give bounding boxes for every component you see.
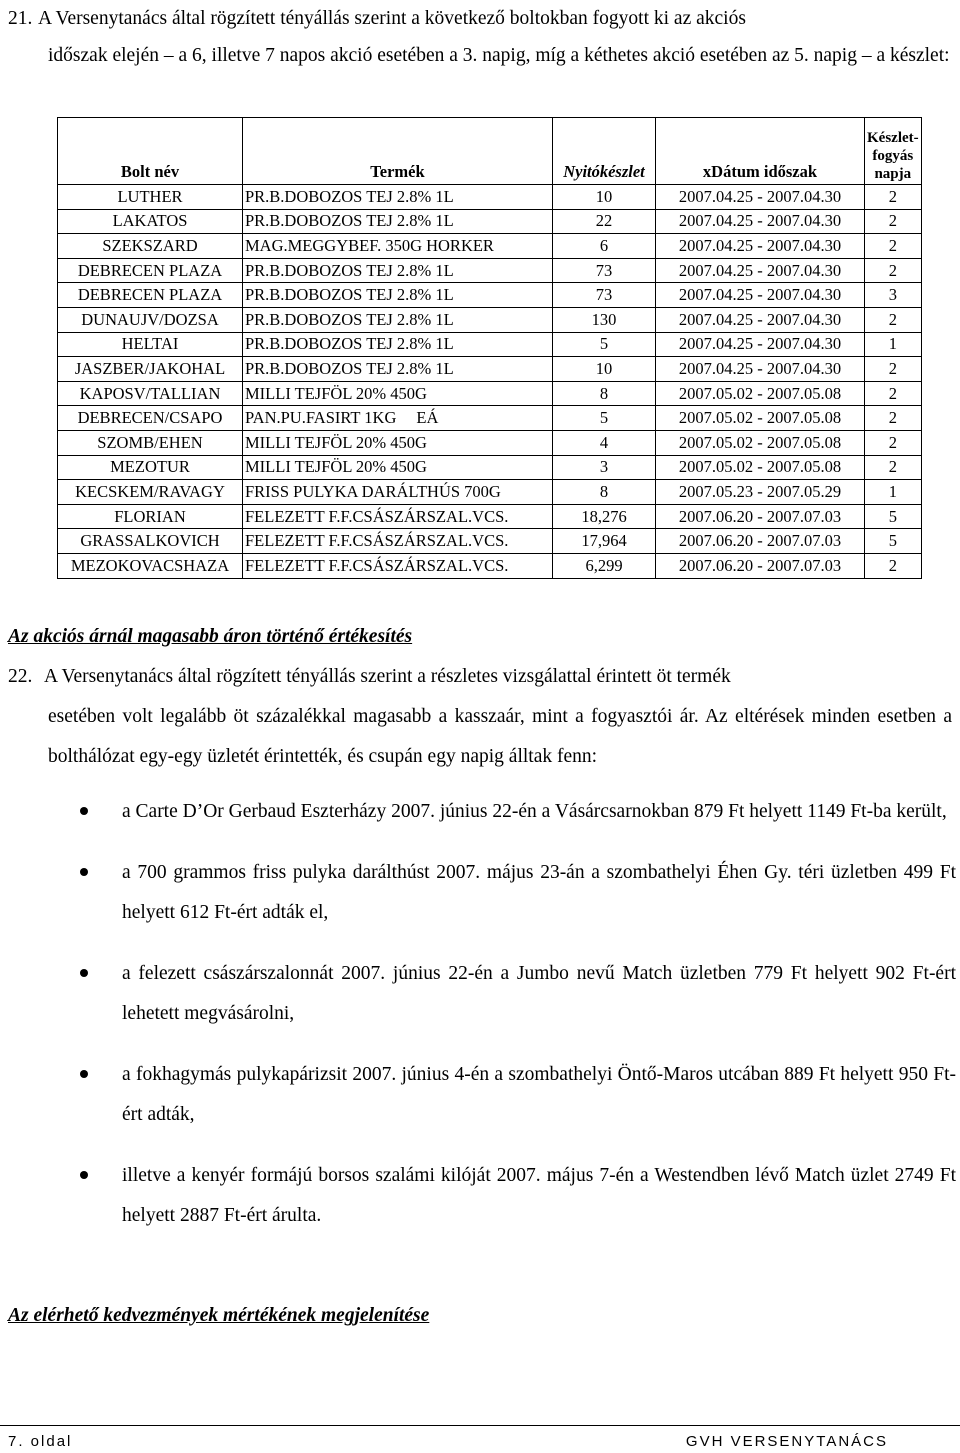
cell-period: 2007.05.02 - 2007.05.08 [656,381,865,406]
table-row [58,258,922,283]
table-row [58,209,922,234]
table-row [58,406,922,431]
cell-opening-stock: 8 [553,480,656,505]
cell-opening-stock: 4 [553,430,656,455]
cell-shop: DEBRECEN PLAZA [58,283,243,308]
paragraph-continuation: időszak elején – a 6, illetve 7 napos akció esetében a 3. napig, míg a kéthetes akció esetében az 5. napig – a készlet: [48,45,950,66]
cell-product: MILLI TEJFÖL 20% 450G [243,430,553,455]
paragraph-first-line: A Versenytanács által rögzített tényállás szerint a következő boltokban fogyott ki az akciós [38,8,746,29]
cell-product: PR.B.DOBOZOS TEJ 2.8% 1L [243,307,553,332]
cell-period: 2007.06.20 - 2007.07.03 [656,504,865,529]
section-heading-higher-price: Az akciós árnál magasabb áron történő értékesítés [8,626,413,647]
cell-opening-stock: 5 [553,406,656,431]
cell-stockout-day: 1 [865,480,922,505]
list-item: a fokhagymás pulykapárizsit 2007. június 4-én a szombathelyi Öntő-Maros utcában 889 Ft helyett 950 Ft-ért adták, [80,1055,956,1135]
cell-period: 2007.06.20 - 2007.07.03 [656,553,865,578]
bullet-icon [80,868,88,876]
paragraph-number: 22. [8,666,33,687]
table-row [58,504,922,529]
paragraph-number: 21. [8,8,33,29]
cell-product: PAN.PU.FASIRT 1KG EÁ [243,406,553,431]
cell-stockout-day: 2 [865,430,922,455]
cell-period: 2007.05.23 - 2007.05.29 [656,480,865,505]
cell-shop: SZEKSZARD [58,234,243,259]
paragraph-continuation: esetében volt legalább öt százalékkal magasabb a kasszaár, mint a fogyasztói ár. Az eltérések minden esetben a bolthálózat egy-egy üzletét érintették, és csupán egy napig álltak fenn: [48,706,952,767]
cell-shop: GRASSALKOVICH [58,529,243,554]
table-row [58,480,922,505]
cell-opening-stock: 130 [553,307,656,332]
header-shop: Bolt név [58,118,243,185]
cell-opening-stock: 3 [553,455,656,480]
cell-shop: HELTAI [58,332,243,357]
cell-stockout-day: 2 [865,185,922,210]
cell-shop: KECSKEM/RAVAGY [58,480,243,505]
cell-product: FELEZETT F.F.CSÁSZÁRSZAL.VCS. [243,529,553,554]
cell-period: 2007.04.25 - 2007.04.30 [656,332,865,357]
paragraph-22 [8,657,952,777]
cell-product: FELEZETT F.F.CSÁSZÁRSZAL.VCS. [243,553,553,578]
table-row [58,234,922,259]
header-stockout-day [865,118,922,185]
stockout-table [57,117,922,579]
header-opening-stock: Nyitókészlet [553,118,656,185]
cell-shop: LAKATOS [58,209,243,234]
cell-product: MILLI TEJFÖL 20% 450G [243,381,553,406]
header-stockout-line2: fogyás [872,148,914,164]
cell-opening-stock: 10 [553,357,656,382]
cell-period: 2007.06.20 - 2007.07.03 [656,529,865,554]
cell-period: 2007.05.02 - 2007.05.08 [656,455,865,480]
cell-stockout-day: 3 [865,283,922,308]
bullet-icon [80,1171,88,1179]
cell-shop: KAPOSV/TALLIAN [58,381,243,406]
cell-stockout-day: 2 [865,258,922,283]
table-row [58,529,922,554]
cell-stockout-day: 2 [865,209,922,234]
cell-stockout-day: 5 [865,504,922,529]
page-number: 7. oldal [8,1433,73,1450]
cell-product: PR.B.DOBOZOS TEJ 2.8% 1L [243,283,553,308]
cell-stockout-day: 2 [865,455,922,480]
cell-product: MAG.MEGGYBEF. 350G HORKER [243,234,553,259]
table-row [58,185,922,210]
cell-period: 2007.05.02 - 2007.05.08 [656,406,865,431]
cell-shop: FLORIAN [58,504,243,529]
cell-opening-stock: 18,276 [553,504,656,529]
cell-stockout-day: 2 [865,234,922,259]
cell-period: 2007.04.25 - 2007.04.30 [656,258,865,283]
cell-opening-stock: 22 [553,209,656,234]
header-period: xDátum időszak [656,118,865,185]
table-body [58,185,922,579]
table-header-row [58,118,922,185]
cell-opening-stock: 8 [553,381,656,406]
table-row [58,283,922,308]
cell-shop: DEBRECEN PLAZA [58,258,243,283]
cell-period: 2007.05.02 - 2007.05.08 [656,430,865,455]
section-heading-discounts: Az elérhető kedvezmények mértékének megjelenítése [8,1305,430,1326]
cell-product: PR.B.DOBOZOS TEJ 2.8% 1L [243,209,553,234]
cell-period: 2007.04.25 - 2007.04.30 [656,357,865,382]
cell-shop: LUTHER [58,185,243,210]
table-row [58,357,922,382]
cell-product: MILLI TEJFÖL 20% 450G [243,455,553,480]
cell-stockout-day: 2 [865,357,922,382]
cell-stockout-day: 2 [865,381,922,406]
cell-product: PR.B.DOBOZOS TEJ 2.8% 1L [243,185,553,210]
cell-shop: SZOMB/EHEN [58,430,243,455]
cell-period: 2007.04.25 - 2007.04.30 [656,185,865,210]
header-stockout-line3: napja [874,166,912,182]
cell-shop: DUNAUJV/DOZSA [58,307,243,332]
list-item: illetve a kenyér formájú borsos szalámi kilóját 2007. május 7-én a Westendben lévő Match üzlet 2749 Ft helyett 2887 Ft-ért árulta. [80,1156,956,1236]
cell-stockout-day: 5 [865,529,922,554]
footer-divider [0,1425,960,1426]
cell-product: FRISS PULYKA DARÁLTHÚS 700G [243,480,553,505]
bullet-icon [80,807,88,815]
cell-period: 2007.04.25 - 2007.04.30 [656,209,865,234]
cell-product: PR.B.DOBOZOS TEJ 2.8% 1L [243,258,553,283]
cell-stockout-day: 1 [865,332,922,357]
cell-opening-stock: 5 [553,332,656,357]
paragraph-21 [8,0,952,74]
list-item: a 700 grammos friss pulyka darálthúst 2007. május 23-án a szombathelyi Éhen Gy. téri üzletben 499 Ft helyett 612 Ft-ért adták el, [80,853,956,933]
cell-period: 2007.04.25 - 2007.04.30 [656,307,865,332]
cell-product-extra: EÁ [416,408,439,428]
cell-product: PR.B.DOBOZOS TEJ 2.8% 1L [243,332,553,357]
table-row [58,332,922,357]
cell-product: PR.B.DOBOZOS TEJ 2.8% 1L [243,357,553,382]
header-product: Termék [243,118,553,185]
cell-opening-stock: 17,964 [553,529,656,554]
list-item: a Carte D’Or Gerbaud Eszterházy 2007. június 22-én a Vásárcsarnokban 879 Ft helyett 1149 Ft-ba került, [80,792,956,832]
table-row [58,553,922,578]
cell-stockout-day: 2 [865,307,922,332]
cell-shop: MEZOTUR [58,455,243,480]
cell-stockout-day: 2 [865,406,922,431]
cell-opening-stock: 6,299 [553,553,656,578]
cell-opening-stock: 73 [553,258,656,283]
cell-shop: JASZBER/JAKOHAL [58,357,243,382]
table-row [58,307,922,332]
bullet-icon [80,969,88,977]
table-row [58,430,922,455]
price-deviation-list [80,792,956,1257]
paragraph-first-line: A Versenytanács által rögzített tényállás szerint a részletes vizsgálattal érintett öt termék [44,666,731,687]
cell-period: 2007.04.25 - 2007.04.30 [656,283,865,308]
header-stockout-line1: Készlet- [867,130,919,146]
list-item: a felezett császárszalonnát 2007. június 22-én a Jumbo nevű Match üzletben 779 Ft helyett 902 Ft-ért lehetett megvásárolni, [80,954,956,1034]
table-row [58,455,922,480]
cell-stockout-day: 2 [865,553,922,578]
cell-shop: MEZOKOVACSHAZA [58,553,243,578]
cell-opening-stock: 6 [553,234,656,259]
cell-product: FELEZETT F.F.CSÁSZÁRSZAL.VCS. [243,504,553,529]
cell-period: 2007.04.25 - 2007.04.30 [656,234,865,259]
cell-shop: DEBRECEN/CSAPO [58,406,243,431]
cell-opening-stock: 73 [553,283,656,308]
table-row [58,381,922,406]
bullet-icon [80,1070,88,1078]
cell-opening-stock: 10 [553,185,656,210]
footer-organization: GVH VERSENYTANÁCS [685,1433,888,1450]
